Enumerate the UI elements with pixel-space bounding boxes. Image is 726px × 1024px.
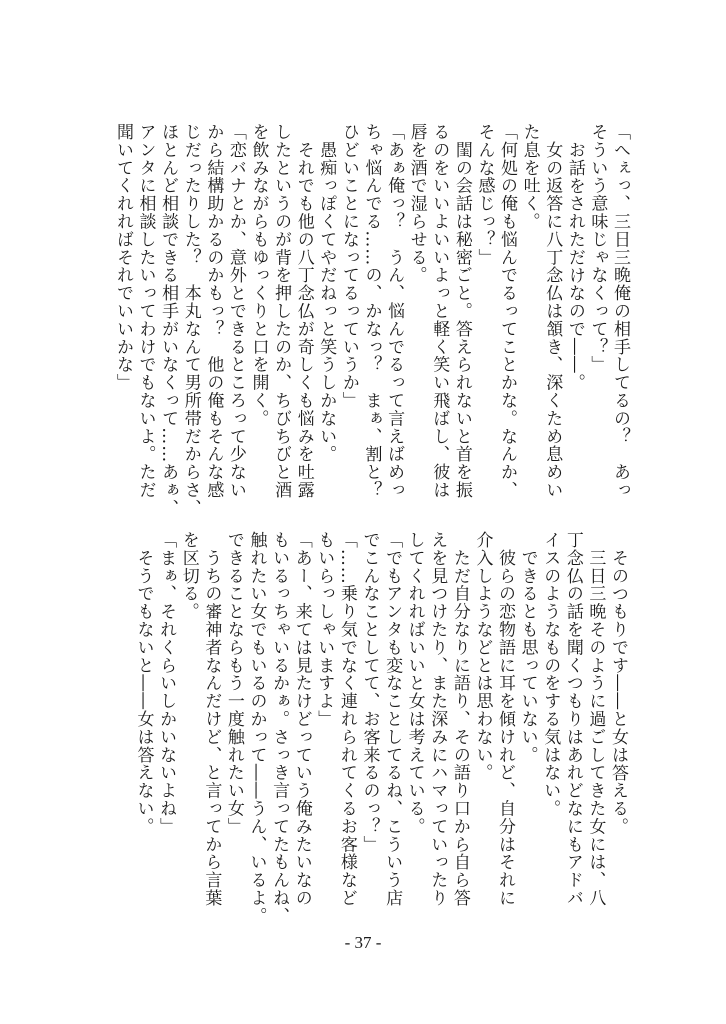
text-line: 「まぁ、それくらいしかいないよね」 [156,531,177,836]
text-line: 丁念仏の話を聞くつもりはあれどなにもアドバ [562,531,583,907]
text-line: そのつもりです――と女は答える。 [608,549,628,836]
text-line: 「何処の俺も悩んでるってことかな。なんか、 [497,123,518,499]
text-line: したというのが背を押したのか、ちびちびと酒 [271,123,292,499]
text-line: してくれればいいと女は考えている。 [404,531,425,836]
text-line: アンタに相談したいってわけでもないよ。ただ [135,123,156,499]
text-block-top [111,123,631,517]
text-line: もいらっしゃいますよ」 [314,531,335,728]
text-line: 「あー、来ては見たけどっていう俺みたいなの [291,531,312,907]
text-line: 三日三晩そのように過ごしてきた女には、八 [585,531,606,907]
text-line: を区切る。 [178,531,199,621]
text-line: 「恋バナとか、意外とできるところって少ない [225,123,246,499]
text-line: ちゃ悩んでる……の、かなっ？ まぁ、割と？ [361,123,382,499]
text-line: 女の返答に八丁念仏は頷き、深くため息めい [542,123,563,499]
text-line: 愚痴っぽくてやだねっと笑うしかない。 [316,123,337,464]
text-line: 唇を酒で湿らせる。 [406,123,427,285]
text-line: 彼らの恋物語に耳を傾けれど、自分はそれに [495,531,516,907]
text-line: た息を吐く。 [519,123,540,231]
text-line: お話をされただけなので――。 [564,141,585,392]
text-line: 触れたい女でもいるのかって――うん、いるよ。 [246,531,267,925]
text-line: できるとも思っていない。 [517,531,538,764]
text-line: そうでもないと――女は答えない。 [133,531,154,836]
text-line: それでも他の八丁念仏が奇しくも悩みを吐露 [293,123,314,499]
text-line: ほとんど相談できる相手がいなくって……あぁ、 [158,123,179,517]
text-line: るのをいいよいいよっと軽く笑い飛ばし、彼は [429,123,450,499]
text-line: を飲みながらもゆっくりと口を開く。 [248,123,269,428]
text-block-bottom [132,531,629,925]
text-line: そんな感じっ？」 [474,123,495,267]
text-line: うちの審神者なんだけど、と言ってから言葉 [201,531,222,907]
text-line: 聞いてくれればそれでいいかな」 [112,123,133,392]
text-line: から結構助かるのかもっ？ 他の俺もそんな感 [203,123,224,499]
text-line: じだったりした？ 本丸なんて男所帯だからさ、 [180,123,201,517]
text-line: 介入しようなどとは思わない。 [472,531,493,782]
text-line: 「でもアンタも変なことしてるね、こういう店 [382,531,403,907]
text-line: 「へぇっ、三日三晩俺の相手してるの？ あっ [610,123,630,499]
text-line: 「あぁ俺っ？ うん、悩んでるって言えばめっ [384,123,405,499]
text-line: でこんなことしてて、お客来るのっ？」 [359,531,380,854]
text-line: ただ自分なりに語り、その語り口から自ら答 [449,531,470,907]
text-line: そういう意味じゃなくって？」 [587,123,608,374]
text-line: 閨の会話は秘密ごと。答えられないと首を振 [451,123,472,499]
text-line: できることならもう一度触れたい女」 [223,531,244,836]
text-line: イスのようなものをする気はない。 [540,531,561,818]
text-line: 「……乗り気でなく連れられてくるお客様など [336,531,357,907]
page-number: - 37 - [344,933,382,952]
text-line: ひどいことになってるっていうか」 [338,123,359,410]
text-line: もいるっちゃいるかぁ。さっき言ってたもんね、 [269,531,290,925]
text-line: えを見つけたり、また深みにハマっていったり [427,531,448,907]
